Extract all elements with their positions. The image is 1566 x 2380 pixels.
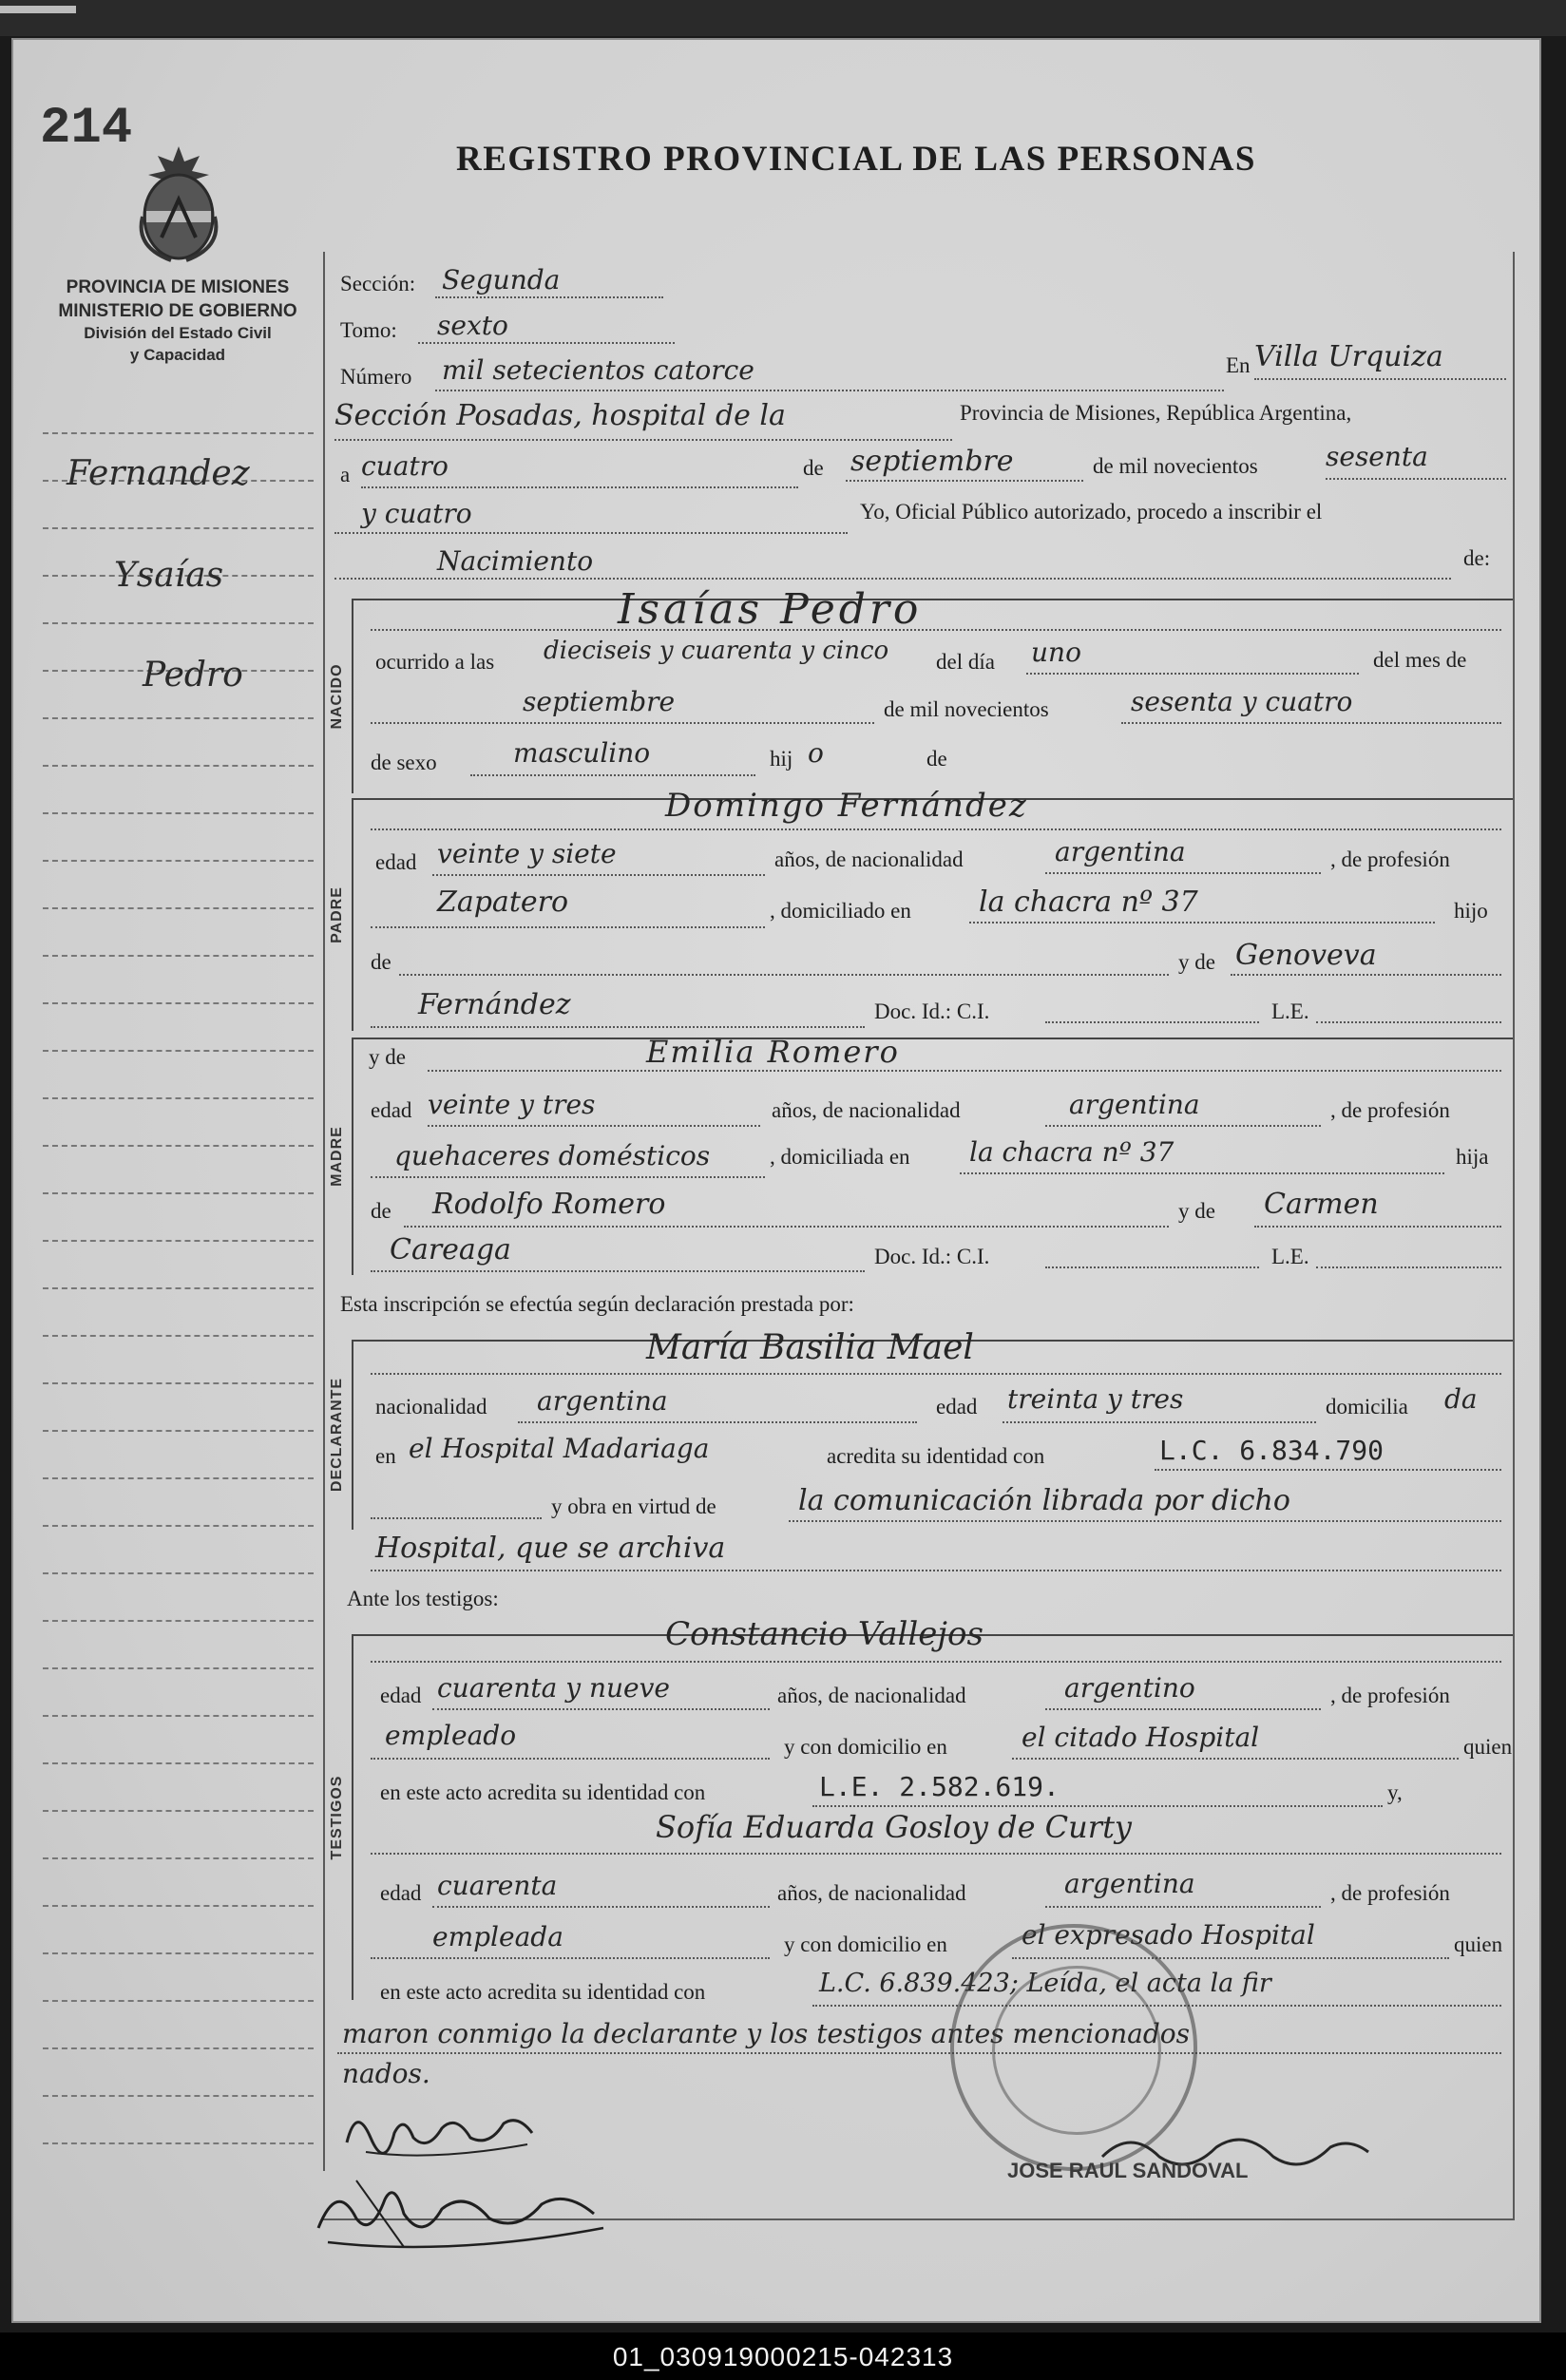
margin-rule <box>43 1050 314 1052</box>
anio-value-2: y cuatro <box>361 498 472 529</box>
margin-rule <box>43 1572 314 1574</box>
madre-nac-value: argentina <box>1069 1089 1200 1120</box>
declarante-nac-label: nacionalidad <box>375 1395 487 1418</box>
org-province: PROVINCIA DE MISIONES <box>66 277 290 297</box>
margin-rule <box>43 1240 314 1242</box>
testigo1-dom-label: y con domicilio en <box>784 1735 947 1759</box>
padre-le-label: L.E. <box>1271 1000 1309 1023</box>
lugar-line <box>334 439 952 441</box>
mes-value: septiembre <box>850 445 1014 478</box>
madre-apellido: Careaga <box>390 1233 511 1266</box>
top-tab <box>0 6 76 13</box>
testigo2-edad-line <box>432 1906 770 1908</box>
margin-rule <box>43 1430 314 1432</box>
testigo1-prof-line <box>371 1758 770 1760</box>
page-number: 214 <box>40 100 133 158</box>
margin-rule <box>43 1857 314 1859</box>
padre-prof-label: , de profesión <box>1330 847 1450 871</box>
padre-nac-label: años, de nacionalidad <box>774 847 964 871</box>
lugar-value: Sección Posadas, hospital de la <box>334 399 786 432</box>
coat-of-arms-icon <box>133 143 224 266</box>
madre-prof-line <box>371 1176 765 1178</box>
seccion-value: Segunda <box>442 264 561 295</box>
margin-rule <box>43 717 314 719</box>
margin-rule <box>43 1002 314 1004</box>
margin-rule <box>43 1192 314 1194</box>
anio-label: de mil novecientos <box>1093 454 1258 478</box>
sexo-label: de sexo <box>371 751 437 774</box>
seccion-label: Sección: <box>340 272 416 295</box>
testigo1-doc-value: L.E. 2.582.619. <box>819 1771 1060 1802</box>
tomo-label: Tomo: <box>340 318 397 342</box>
margin-rule <box>43 1525 314 1527</box>
anio-value-1: sesenta <box>1326 441 1428 472</box>
declarante-edad-value: treinta y tres <box>1007 1383 1184 1415</box>
cierre-line-1: maron conmigo la declarante y los testigos antes mencionados <box>342 2018 1190 2049</box>
declarante-nombre: María Basilia Mael <box>646 1328 974 1367</box>
padre-le-line <box>1316 1021 1501 1023</box>
margin-rule <box>43 860 314 862</box>
padre-label: PADRE <box>329 885 345 943</box>
testigo2-doc-value: L.C. 6.839.423; Leída, el acta la fir <box>819 1969 1271 1998</box>
madre-le-label: L.E. <box>1271 1245 1309 1268</box>
madre-padre-value: Rodolfo Romero <box>432 1188 666 1221</box>
margin-rule <box>43 1952 314 1954</box>
margin-rule <box>43 2142 314 2144</box>
margin-rule <box>43 1145 314 1147</box>
padre-de-line <box>399 974 1169 976</box>
margin-rule <box>43 1667 314 1669</box>
yo-text: Yo, Oficial Público autorizado, procedo a inscribir el <box>860 500 1323 524</box>
margin-rule <box>43 2000 314 2002</box>
sexo-value: masculino <box>513 737 651 769</box>
anio-nac-line <box>1121 722 1501 724</box>
testigo-y-label: y, <box>1387 1780 1403 1804</box>
declarante-acredita-label: acredita su identidad con <box>827 1444 1045 1468</box>
padre-y-de-label: y de <box>1178 950 1215 974</box>
margin-rule <box>43 527 314 529</box>
en-label: En <box>1226 353 1251 377</box>
right-border <box>1513 252 1515 2218</box>
madre-de-label: de <box>371 1199 392 1223</box>
testigos-intro: Ante los testigos: <box>347 1587 499 1610</box>
del-mes-label: del mes de <box>1373 648 1467 672</box>
dia-value: cuatro <box>361 450 449 482</box>
padre-prof-value: Zapatero <box>437 885 569 919</box>
declarante-obra-line-a <box>371 1517 542 1519</box>
signature-officer-icon <box>337 2085 546 2171</box>
padre-nombre: Domingo Fernández <box>665 787 1028 825</box>
acto-line <box>334 578 1451 580</box>
madre-prof-value: quehaceres domésticos <box>394 1140 711 1171</box>
testigo2-dom-value: el expresado Hospital <box>1022 1919 1315 1951</box>
dia-nac-value: uno <box>1031 637 1081 668</box>
madre-doc-label: Doc. Id.: C.I. <box>874 1245 990 1268</box>
testigo1-acredita-label: en este acto acredita su identidad con <box>380 1780 706 1804</box>
dia-line <box>361 486 798 488</box>
padre-dom-value: la chacra nº 37 <box>979 885 1198 919</box>
testigo2-nac-line <box>1045 1906 1321 1908</box>
declarante-nac-value: argentina <box>537 1385 668 1417</box>
testigo1-quien-label: quien <box>1463 1735 1513 1759</box>
madre-y-de-label: y de <box>369 1045 406 1069</box>
madre-le-line <box>1316 1266 1501 1268</box>
anio-nac-label: de mil novecientos <box>884 697 1049 721</box>
top-strip <box>0 0 1566 36</box>
mes-line <box>846 480 1083 482</box>
declarante-dom-value-1: da <box>1444 1383 1478 1415</box>
nacido-nombre: Isaías Pedro <box>618 585 923 634</box>
madre-nac-line <box>1045 1125 1321 1127</box>
de-label: de <box>803 456 824 480</box>
padre-nac-value: argentina <box>1055 836 1186 867</box>
tomo-line <box>418 342 675 344</box>
hijo-de-label: de <box>926 747 947 771</box>
numero-line <box>435 390 1224 391</box>
hijo-value: o <box>808 737 824 769</box>
testigo2-nac-value: argentina <box>1064 1868 1195 1899</box>
margin-rule <box>43 955 314 957</box>
madre-doc-line <box>1045 1266 1259 1268</box>
margin-rule <box>43 2047 314 2049</box>
madre-nac-label: años, de nacionalidad <box>772 1098 961 1122</box>
nacido-label: NACIDO <box>329 662 345 730</box>
declarante-edad-line <box>1003 1421 1316 1423</box>
signature-declarant-icon <box>299 2161 622 2256</box>
testigo1-dom-value: el citado Hospital <box>1022 1722 1260 1753</box>
testigo1-prof-label: , de profesión <box>1330 1684 1450 1707</box>
testigo2-nac-label: años, de nacionalidad <box>777 1881 966 1905</box>
testigo1-nombre-line <box>371 1661 1501 1663</box>
testigos-label: TESTIGOS <box>329 1775 345 1859</box>
madre-madre-value: Carmen <box>1264 1188 1379 1221</box>
testigo2-quien-label: quien <box>1454 1933 1503 1956</box>
madre-dom-line <box>960 1172 1444 1174</box>
declarante-doc-line <box>1155 1469 1501 1471</box>
testigo1-dom-line <box>1012 1758 1459 1760</box>
margin-rule <box>43 907 314 909</box>
tomo-value: sexto <box>437 310 508 341</box>
del-dia-label: del día <box>936 650 995 674</box>
testigo1-nac-label: años, de nacionalidad <box>777 1684 966 1707</box>
padre-edad-line <box>432 874 765 876</box>
numero-value: mil setecientos catorce <box>442 354 754 386</box>
sexo-line <box>470 774 755 776</box>
document-title: REGISTRO PROVINCIAL DE LAS PERSONAS <box>456 140 1257 179</box>
a-label: a <box>340 463 351 486</box>
testigo1-edad-value: cuarenta y nueve <box>437 1672 670 1704</box>
ocurrido-label: ocurrido a las <box>375 650 495 674</box>
testigo2-acredita-label: en este acto acredita su identidad con <box>380 1980 706 2004</box>
margin-rule <box>43 1905 314 1907</box>
margin-rule <box>43 622 314 624</box>
testigo2-nombre-line <box>371 1853 1501 1855</box>
cierre-line-2: nados. <box>342 2058 430 2089</box>
cierre-line-1-rule <box>337 2052 1501 2054</box>
padre-doc-label: Doc. Id.: C.I. <box>874 1000 990 1023</box>
madre-dom-value: la chacra nº 37 <box>969 1136 1174 1168</box>
madre-de-line <box>404 1226 1169 1228</box>
file-label: 01_030919000215-042313 <box>612 2342 954 2371</box>
padre-madre-value: Genoveva <box>1235 939 1377 972</box>
padre-madre-line <box>1231 974 1501 976</box>
declarante-nac-line <box>518 1421 917 1423</box>
declarante-edad-label: edad <box>936 1395 978 1418</box>
madre-nombre: Emilia Romero <box>646 1034 900 1070</box>
en-value: Villa Urquiza <box>1254 340 1443 373</box>
madre-apellido-line <box>371 1270 865 1272</box>
hijo-label: hij <box>770 747 793 771</box>
padre-nombre-line <box>371 828 1501 830</box>
testigo2-prof-label: , de profesión <box>1330 1881 1450 1905</box>
anio-line-1 <box>1326 478 1506 480</box>
madre-prof-label: , de profesión <box>1330 1098 1450 1122</box>
testigo1-doc-line <box>812 1805 1383 1807</box>
madre-dom-label: , domiciliada en <box>770 1145 910 1169</box>
testigo2-edad-value: cuarenta <box>437 1870 558 1901</box>
testigo1-nac-line <box>1045 1708 1321 1710</box>
margin-rule <box>43 432 314 434</box>
madre-edad-line <box>428 1125 760 1127</box>
testigo2-nombre: Sofía Eduarda Gosloy de Curty <box>656 1809 1132 1845</box>
numero-label: Número <box>340 365 412 389</box>
issuing-organization <box>30 276 325 366</box>
padre-hijo-label: hijo <box>1454 899 1488 923</box>
padre-edad-value: veinte y siete <box>437 838 617 869</box>
margin-rule <box>43 1762 314 1764</box>
margin-rule <box>43 1335 314 1337</box>
margin-rule <box>43 1477 314 1479</box>
testigo1-edad-label: edad <box>380 1684 422 1707</box>
margin-rule <box>43 1810 314 1812</box>
hora-value: dieciseis y cuarenta y cinco <box>544 637 889 665</box>
declarante-obra-value: la comunicación librada por dicho <box>798 1484 1290 1517</box>
testigo2-edad-label: edad <box>380 1881 422 1905</box>
declarante-obra-line-c <box>371 1570 1501 1571</box>
padre-de-label: de <box>371 950 392 974</box>
declarante-dom-label: domicilia <box>1326 1395 1408 1418</box>
seccion-line <box>435 296 663 298</box>
padre-doc-line <box>1045 1021 1259 1023</box>
declarante-doc-value: L.C. 6.834.790 <box>1159 1435 1385 1466</box>
declarante-obra-line-b <box>789 1520 1501 1522</box>
declarante-nombre-line <box>371 1373 1501 1375</box>
declarante-obra-value-2: Hospital, que se archiva <box>375 1532 726 1565</box>
madre-madre-line <box>1254 1226 1501 1228</box>
anio-line-2 <box>334 532 848 534</box>
margin-rule <box>43 1287 314 1289</box>
testigo2-prof-line <box>371 1957 770 1959</box>
anio-nac-value: sesenta y cuatro <box>1131 686 1353 717</box>
madre-edad-label: edad <box>371 1098 412 1122</box>
nacido-nombre-line <box>371 629 1501 631</box>
testigo1-prof-value: empleado <box>385 1720 517 1751</box>
dia-nac-line <box>1026 673 1359 675</box>
padre-edad-label: edad <box>375 850 417 874</box>
padre-apellido-line <box>371 1026 865 1028</box>
madre-nombre-line <box>428 1070 1501 1072</box>
padre-nac-line <box>1045 872 1321 874</box>
en-line <box>1254 378 1506 380</box>
padre-apellido: Fernández <box>418 988 571 1021</box>
acto-value: Nacimiento <box>437 545 594 577</box>
declarante-dom-value-2: el Hospital Madariaga <box>409 1433 710 1464</box>
padre-dom-label: , domiciliado en <box>770 899 911 923</box>
madre-hija-label: hija <box>1456 1145 1489 1169</box>
margin-second-name: Pedro <box>143 656 243 695</box>
de-colon: de: <box>1463 546 1491 570</box>
testigo1-nac-value: argentino <box>1064 1672 1195 1704</box>
org-ministry: MINISTERIO DE GOBIERNO <box>58 301 297 322</box>
declarante-en-label: en <box>375 1444 396 1468</box>
mes-nac-value: septiembre <box>523 686 676 717</box>
declarante-obra-label: y obra en virtud de <box>551 1495 716 1518</box>
declarante-intro: Esta inscripción se efectúa según declaración prestada por: <box>340 1292 854 1316</box>
org-division: División del Estado Civil <box>84 324 272 343</box>
testigo1-edad-line <box>432 1708 770 1710</box>
margin-surname: Fernandez <box>67 454 250 493</box>
padre-prof-line <box>371 926 765 928</box>
org-capacity: y Capacidad <box>129 345 226 364</box>
padre-dom-line <box>969 922 1435 923</box>
margin-rule <box>43 765 314 767</box>
madre-y-de2-label: y de <box>1178 1199 1215 1223</box>
testigo1-nombre: Constancio Vallejos <box>665 1615 984 1653</box>
mes-nac-line <box>371 722 874 724</box>
testigo2-prof-value: empleada <box>432 1921 563 1952</box>
testigo2-dom-label: y con domicilio en <box>784 1933 947 1956</box>
margin-rule <box>43 1382 314 1384</box>
margin-first-name: Ysaías <box>114 556 224 595</box>
margin-rule <box>43 1620 314 1622</box>
stamp-name: JOSE RAUL SANDOVAL <box>1007 2159 1249 2182</box>
provincia-text: Provincia de Misiones, República Argentina, <box>960 401 1352 425</box>
declarante-label: DECLARANTE <box>329 1377 345 1493</box>
margin-rule <box>43 1715 314 1717</box>
margin-rule <box>43 2095 314 2097</box>
margin-rule <box>43 812 314 814</box>
madre-label: MADRE <box>329 1126 345 1187</box>
margin-rule <box>43 1097 314 1099</box>
madre-edad-value: veinte y tres <box>428 1089 596 1120</box>
